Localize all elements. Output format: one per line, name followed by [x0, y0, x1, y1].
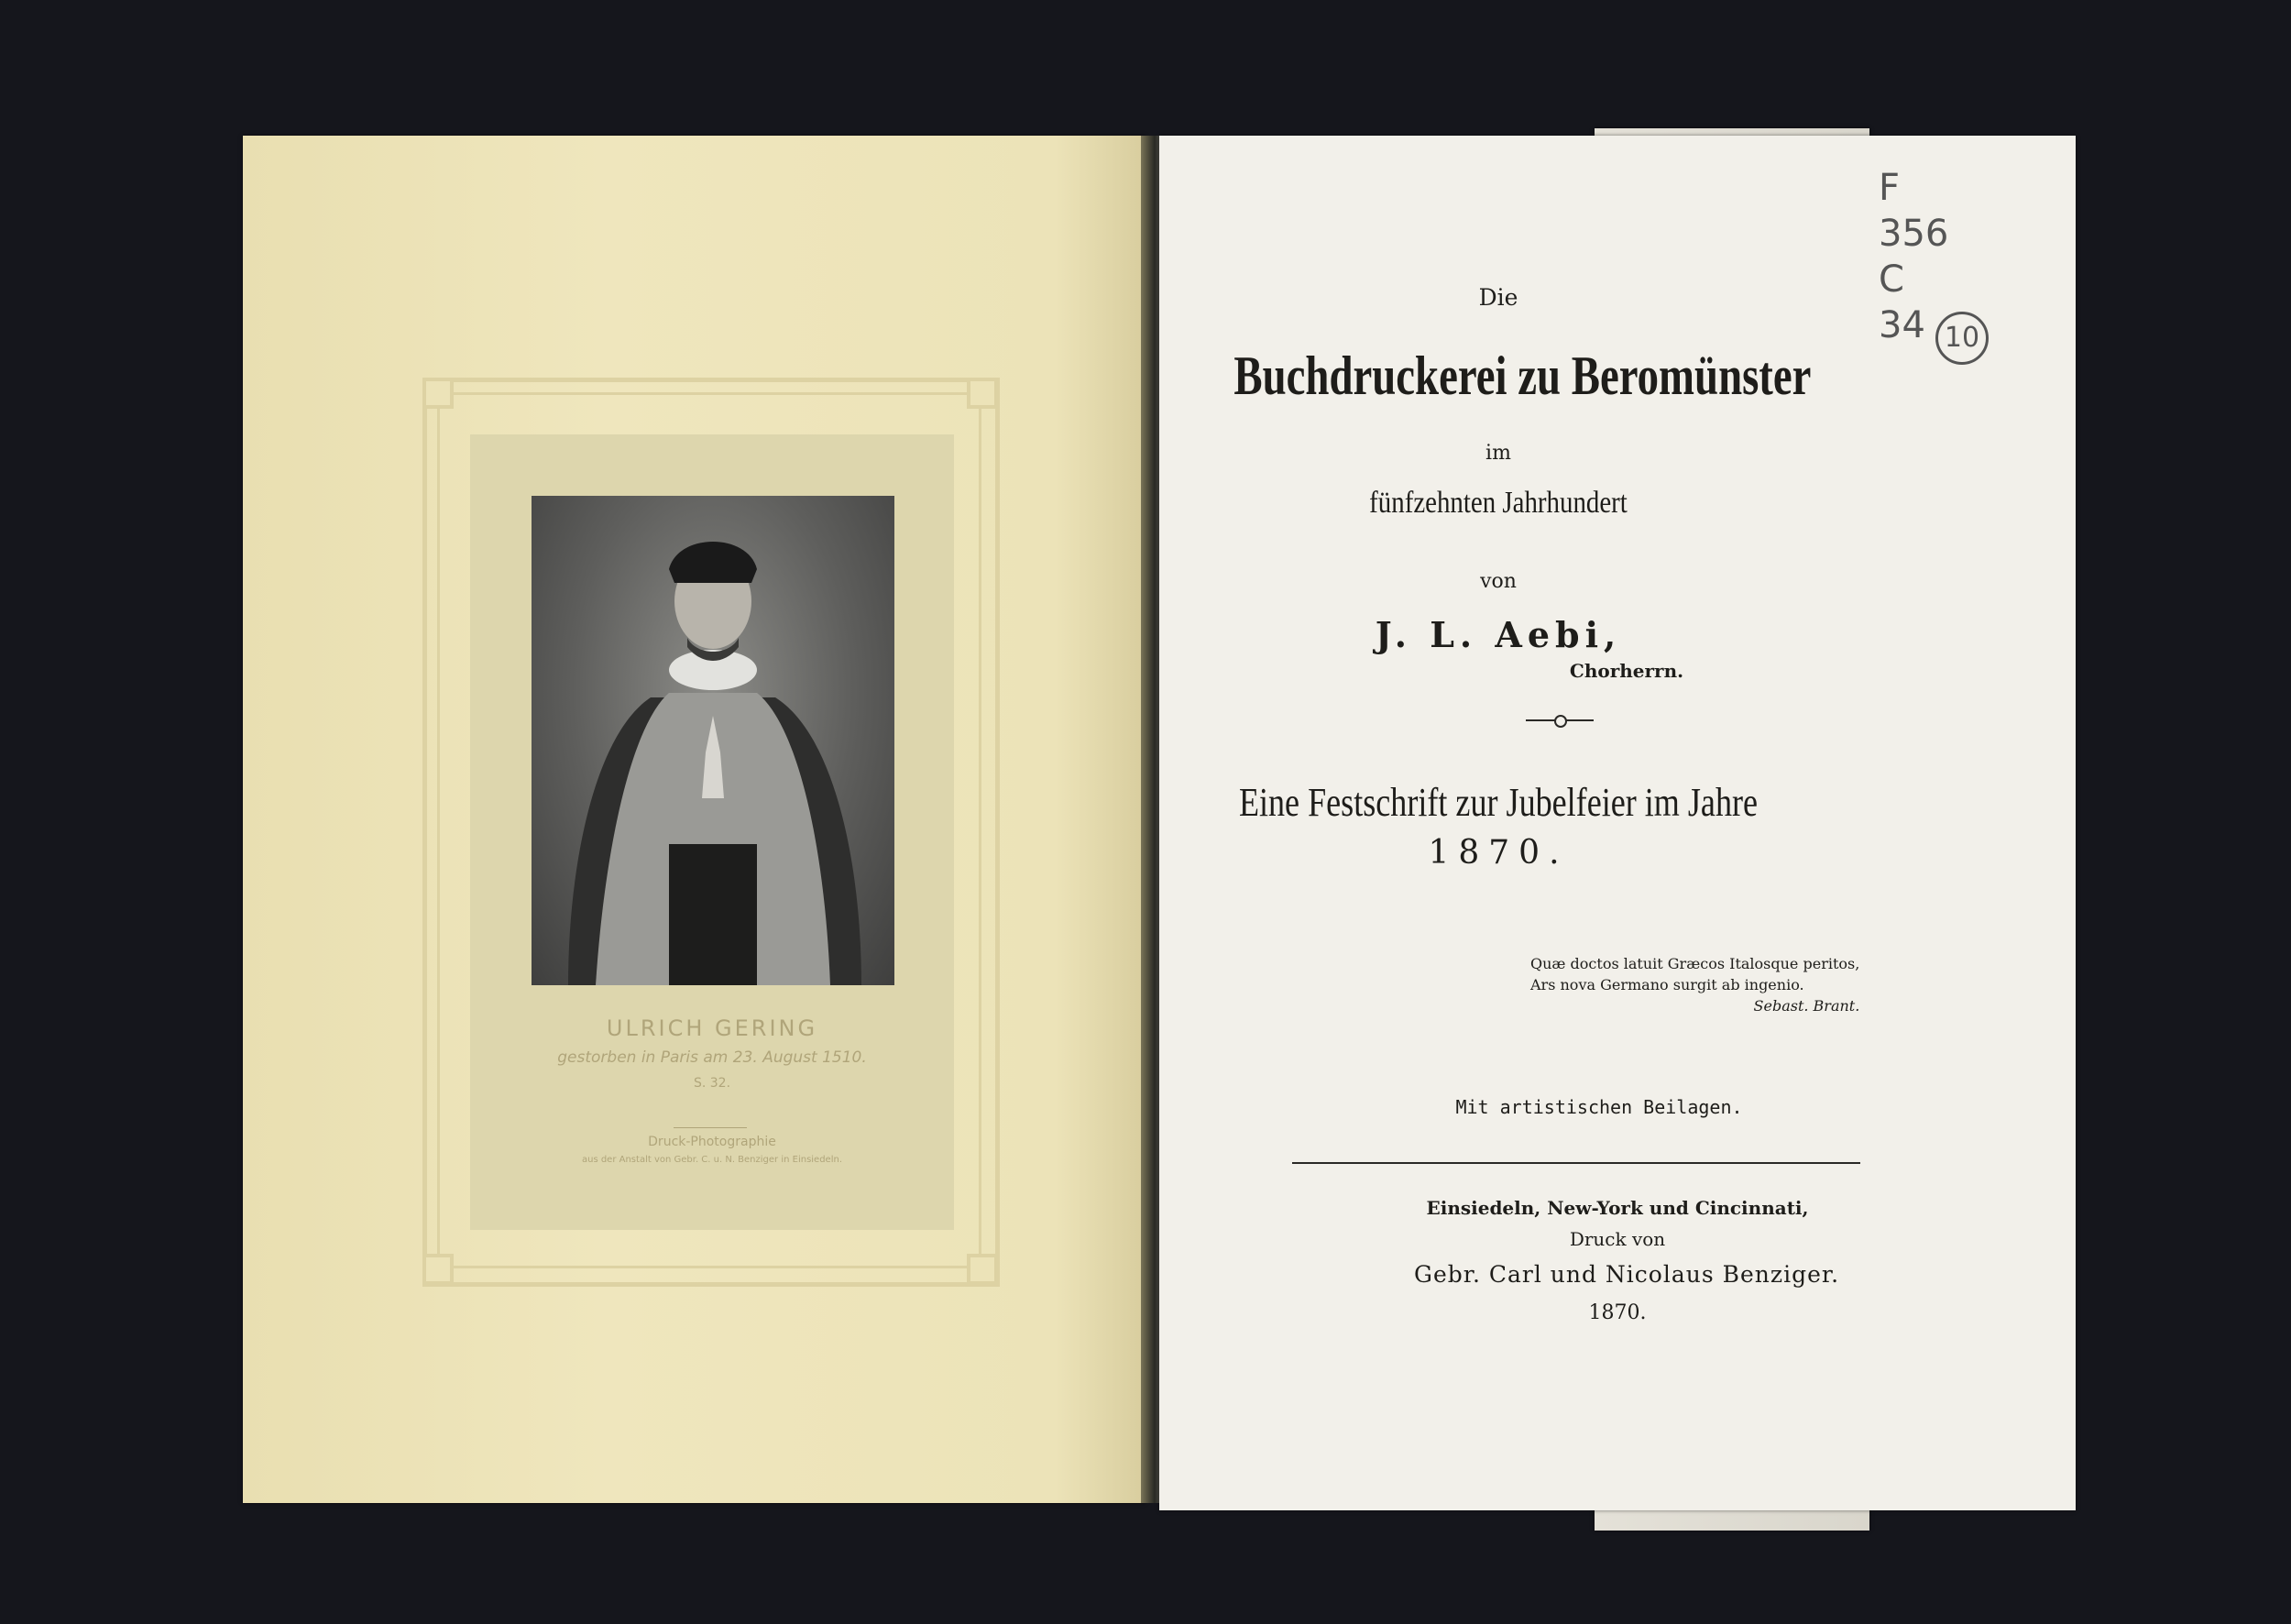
title-century: fünfzehnten Jahrhundert [1369, 486, 1628, 520]
plate-credit: aus der Anstalt von Gebr. C. u. N. Benziger in Einsiedeln. [581, 1155, 843, 1165]
epigraph-source: Sebast. Brant. [1753, 997, 1860, 1015]
title-page-text [243, 128, 2112, 1540]
title-im: im [1485, 442, 1511, 465]
ornament-divider [1526, 719, 1594, 721]
plate-reference: S. 32. [693, 1076, 731, 1091]
author-role: Chorherrn. [1569, 660, 1684, 682]
shelfmark-line: 356 [1879, 213, 1949, 255]
plate-process: Druck-Photographie [648, 1135, 776, 1149]
book-title: Buchdruckerei zu Beromünster [1233, 346, 1812, 406]
shelfmark-line: C [1879, 258, 1904, 301]
title-von: von [1480, 570, 1517, 593]
author-name: J. L. Aebi, [1375, 614, 1622, 655]
subtitle-year: 1870. [1428, 834, 1569, 872]
imprint-year: 1870. [1588, 1301, 1647, 1324]
plate-name: ULRICH GERING [606, 1015, 818, 1041]
imprint-druck: Druck von [1569, 1228, 1666, 1250]
subtitle: Eine Festschrift zur Jubelfeier im Jahre [1238, 780, 1759, 825]
epigraph-line: Ars nova Germano surgit ab ingenio. [1530, 976, 1804, 993]
plate-caption: gestorben in Paris am 23. August 1510. [557, 1048, 867, 1067]
title-prefix: Die [1478, 284, 1518, 311]
supplements-note: Mit artistischen Beilagen. [1455, 1096, 1743, 1118]
epigraph [1530, 953, 1859, 1016]
shelfmark-circle-number: 10 [1935, 312, 1989, 365]
shelfmark-line: 34 [1879, 304, 1925, 346]
epigraph-line: Quæ doctos latuit Græcos Italosque peritos, [1530, 955, 1860, 972]
shelfmark-line: F [1879, 167, 1901, 209]
imprint-rule [1292, 1162, 1860, 1164]
imprint-publisher: Gebr. Carl und Nicolaus Benziger. [1413, 1261, 1840, 1288]
imprint-place: Einsiedeln, New-York und Cincinnati, [1426, 1197, 1809, 1219]
